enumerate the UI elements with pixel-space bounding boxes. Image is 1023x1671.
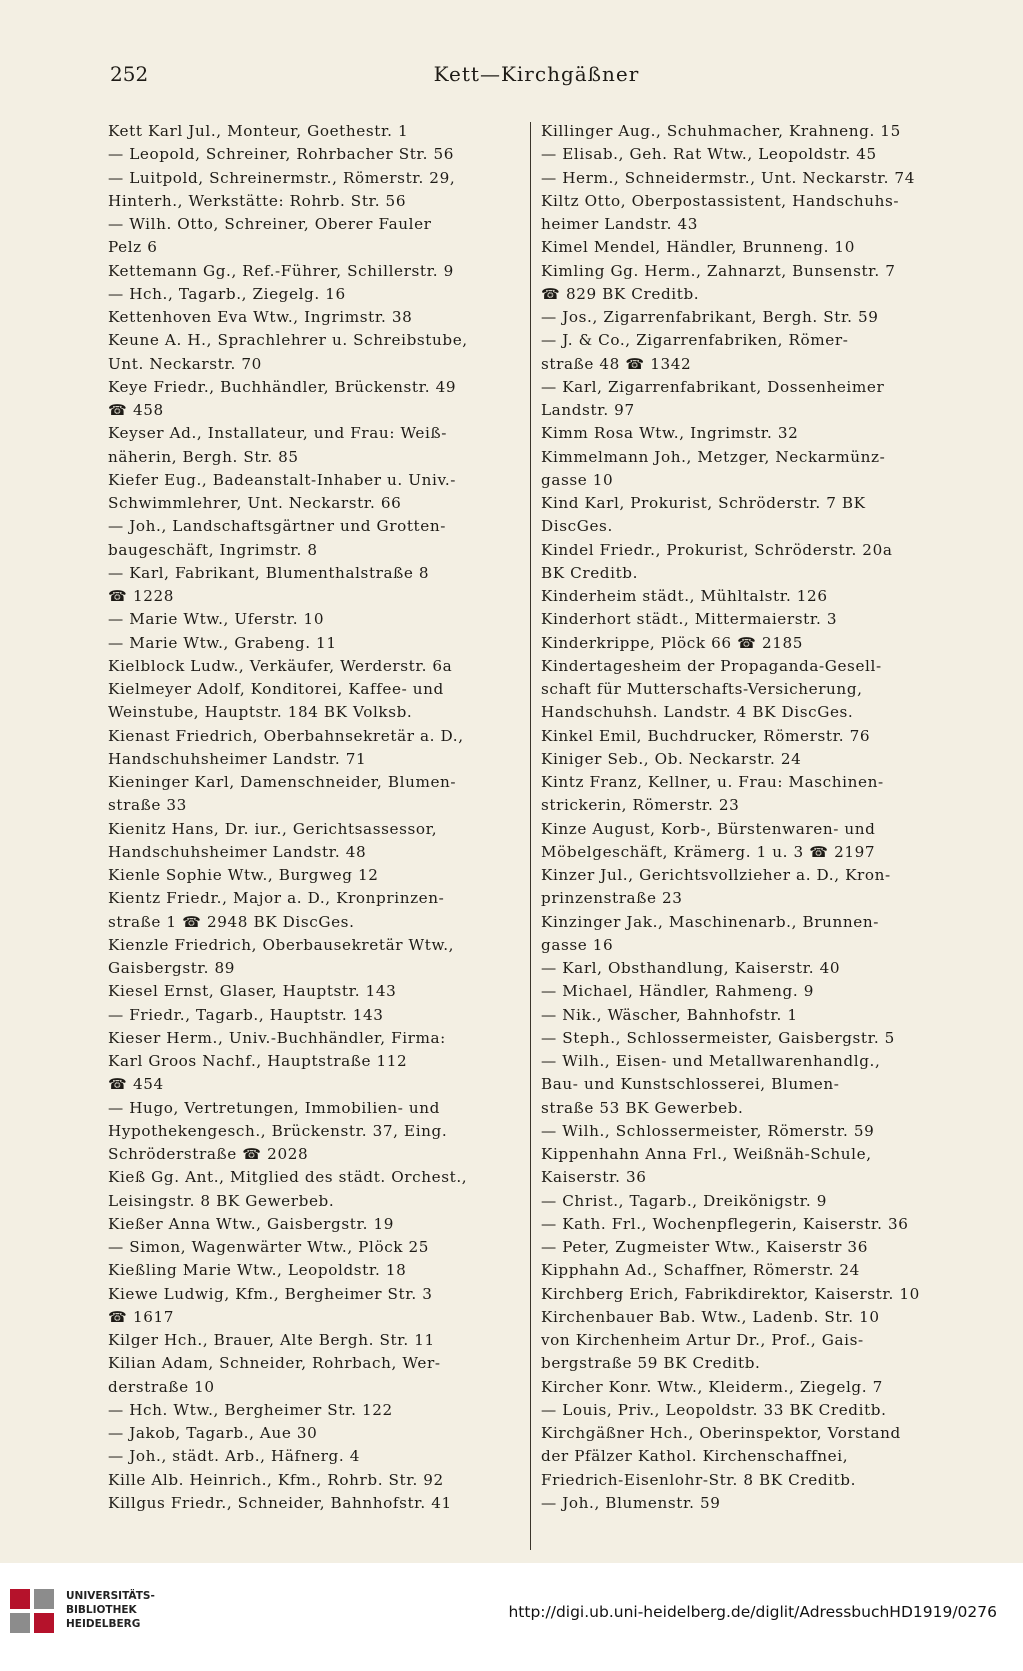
directory-entry-line: Killgus Friedr., Schneider, Bahnhofstr. 41 xyxy=(108,1493,452,1512)
directory-entry-line: Kirchenbauer Bab. Wtw., Ladenb. Str. 10 xyxy=(541,1307,880,1326)
directory-entry-line: — Karl, Obsthandlung, Kaiserstr. 40 xyxy=(541,959,841,977)
directory-entry-line: Killinger Aug., Schuhmacher, Krahneng. 15 xyxy=(541,122,901,140)
directory-entry-line: Kirchgäßner Hch., Oberinspektor, Vorstand xyxy=(541,1424,901,1442)
directory-entry-line: Kimm Rosa Wtw., Ingrimstr. 32 xyxy=(541,424,799,443)
directory-entry-line: DiscGes. xyxy=(541,517,613,536)
directory-entry-line: Pelz 6 xyxy=(108,238,158,257)
directory-entry-line: Landstr. 97 xyxy=(541,401,635,419)
directory-entry-line: Kinzinger Jak., Maschinenarb., Brunnen- xyxy=(541,912,879,931)
directory-entry-line: Kettemann Gg., Ref.-Führer, Schillerstr. 9 xyxy=(108,261,454,280)
directory-entry-line: Kimel Mendel, Händler, Brunneng. 10 xyxy=(541,238,855,257)
directory-entry-line: baugeschäft, Ingrimstr. 8 xyxy=(108,540,318,559)
directory-entry-line: — Leopold, Schreiner, Rohrbacher Str. 56 xyxy=(108,145,454,164)
directory-entry-line: Kimling Gg. Herm., Zahnarzt, Bunsenstr. 7 xyxy=(541,261,896,280)
column-divider xyxy=(530,122,531,1550)
directory-entry-line: derstraße 10 xyxy=(108,1377,215,1396)
directory-entry-line: — Elisab., Geh. Rat Wtw., Leopoldstr. 45 xyxy=(541,145,877,164)
directory-entry-line: — Hch., Tagarb., Ziegelg. 16 xyxy=(108,284,346,303)
directory-entry-line: — Marie Wtw., Grabeng. 11 xyxy=(108,633,337,652)
directory-entry-line: Möbelgeschäft, Krämerg. 1 u. 3 ☎ 2197 xyxy=(541,842,876,861)
directory-entry-line: — Friedr., Tagarb., Hauptstr. 143 xyxy=(108,1005,384,1024)
directory-entry-line: ☎ 829 BK Creditb. xyxy=(541,284,700,303)
directory-entry-line: Weinstube, Hauptstr. 184 BK Volksb. xyxy=(108,703,413,722)
directory-entry-line: Kienast Friedrich, Oberbahnsekretär a. D., xyxy=(108,726,464,745)
directory-entry-line: Kirchberg Erich, Fabrikdirektor, Kaiserstr. 10 xyxy=(541,1284,920,1303)
directory-entry-line: — Marie Wtw., Uferstr. 10 xyxy=(108,610,325,629)
directory-entry-line: bergstraße 59 BK Creditb. xyxy=(541,1354,761,1373)
directory-entry-line: strickerin, Römerstr. 23 xyxy=(541,796,740,815)
directory-entry-line: — Michael, Händler, Rahmeng. 9 xyxy=(541,982,814,1001)
directory-entry-line: — Louis, Priv., Leopoldstr. 33 BK Creditb. xyxy=(541,1400,887,1419)
directory-entry-line: Handschuhsheimer Landstr. 48 xyxy=(108,842,367,861)
directory-entry-line: Kippenhahn Anna Frl., Weißnäh-Schule, xyxy=(541,1145,872,1163)
directory-entry-line: ☎ 1617 xyxy=(108,1307,174,1326)
directory-entry-line: Unt. Neckarstr. 70 xyxy=(108,354,262,373)
directory-entry-line: Kettenhoven Eva Wtw., Ingrimstr. 38 xyxy=(108,308,413,326)
directory-entry-line: schaft für Mutterschafts-Versicherung, xyxy=(541,680,863,698)
directory-entry-line: — Simon, Wagenwärter Wtw., Plöck 25 xyxy=(108,1238,430,1256)
directory-entry-line: Kipphahn Ad., Schaffner, Römerstr. 24 xyxy=(541,1261,860,1280)
page-header xyxy=(110,56,963,92)
directory-entry-line: Kießer Anna Wtw., Gaisbergstr. 19 xyxy=(108,1214,395,1233)
directory-entry-line: Kienle Sophie Wtw., Burgweg 12 xyxy=(108,866,379,884)
directory-entry-line: Kinze August, Korb-, Bürstenwaren- und xyxy=(541,819,876,838)
directory-entry-line: straße 48 ☎ 1342 xyxy=(541,354,692,373)
directory-entry-line: Kiesel Ernst, Glaser, Hauptstr. 143 xyxy=(108,982,397,1001)
directory-entry-line: Schwimmlehrer, Unt. Neckarstr. 66 xyxy=(108,494,402,512)
directory-entry-line: — Hch. Wtw., Bergheimer Str. 122 xyxy=(108,1400,393,1419)
directory-entry-line: — Luitpold, Schreinermstr., Römerstr. 29, xyxy=(108,168,456,187)
directory-entry-line: Keune A. H., Sprachlehrer u. Schreibstube, xyxy=(108,331,468,350)
directory-entry-line: — Karl, Zigarrenfabrikant, Dossenheimer xyxy=(541,377,885,396)
directory-entry-line: prinzenstraße 23 xyxy=(541,889,683,908)
directory-entry-line: Hypothekengesch., Brückenstr. 37, Eing. xyxy=(108,1121,448,1140)
directory-entry-line: straße 53 BK Gewerbeb. xyxy=(541,1098,744,1117)
running-head: Kett—Kirchgäßner xyxy=(433,62,640,86)
directory-entry-line: Handschuhsheimer Landstr. 71 xyxy=(108,749,367,768)
directory-entry-line: — Steph., Schlossermeister, Gaisbergstr. 5 xyxy=(541,1028,895,1047)
directory-entry-line: Kircher Konr. Wtw., Kleiderm., Ziegelg. 7 xyxy=(541,1377,883,1396)
library-name-line-3: HEIDELBERG xyxy=(66,1618,141,1630)
source-url-link[interactable]: http://digi.ub.uni-heidelberg.de/diglit/AdressbuchHD1919/0276 xyxy=(508,1603,997,1621)
library-name-line-1: UNIVERSITÄTS- xyxy=(66,1590,155,1602)
directory-entry-line: der Pfälzer Kathol. Kirchenschaffnei, xyxy=(541,1447,849,1466)
directory-entry-line: — Jos., Zigarrenfabrikant, Bergh. Str. 59 xyxy=(541,308,879,326)
directory-entry-line: — Karl, Fabrikant, Blumenthalstraße 8 xyxy=(108,563,430,582)
directory-entry-line: — Kath. Frl., Wochenpflegerin, Kaiserstr. 36 xyxy=(541,1214,909,1233)
directory-entry-line: straße 33 xyxy=(108,796,187,815)
right-column xyxy=(541,120,954,1550)
directory-entry-line: Kindertagesheim der Propaganda-Gesell- xyxy=(541,656,882,675)
directory-entry-line: Kilian Adam, Schneider, Rohrbach, Wer- xyxy=(108,1354,441,1373)
directory-entry-line: Kinzer Jul., Gerichtsvollzieher a. D., Kron- xyxy=(541,866,891,884)
directory-entry-line: Keyser Ad., Installateur, und Frau: Weiß- xyxy=(108,424,447,443)
directory-entry-line: näherin, Bergh. Str. 85 xyxy=(108,447,299,466)
directory-entry-line: — Wilh., Schlossermeister, Römerstr. 59 xyxy=(541,1121,875,1140)
directory-entry-line: gasse 16 xyxy=(541,935,614,954)
directory-entry-line: Kientz Friedr., Major a. D., Kronprinzen- xyxy=(108,889,445,908)
directory-entry-line: Kinderheim städt., Mühltalstr. 126 xyxy=(541,587,828,605)
directory-entry-line: — Jakob, Tagarb., Aue 30 xyxy=(108,1424,318,1442)
directory-entry-line: Kieninger Karl, Damenschneider, Blumen- xyxy=(108,773,457,791)
footer-bar xyxy=(0,1563,1023,1671)
directory-entry-line: Kienzle Friedrich, Oberbausekretär Wtw., xyxy=(108,935,455,954)
directory-entry-line: Kienitz Hans, Dr. iur., Gerichtsassessor, xyxy=(108,819,438,838)
directory-entry-line: Kiltz Otto, Oberpostassistent, Handschuhs- xyxy=(541,191,900,210)
directory-entry-line: Kießling Marie Wtw., Leopoldstr. 18 xyxy=(108,1261,407,1280)
directory-entry-line: Kinderhort städt., Mittermaierstr. 3 xyxy=(541,610,838,629)
directory-entry-line: Gaisbergstr. 89 xyxy=(108,959,235,977)
library-name-line-2: BIBLIOTHEK xyxy=(66,1604,137,1616)
directory-entry-line: BK Creditb. xyxy=(541,563,639,582)
directory-entry-line: — Joh., Blumenstr. 59 xyxy=(541,1493,721,1512)
directory-entry-line: Kilger Hch., Brauer, Alte Bergh. Str. 11 xyxy=(108,1331,435,1349)
directory-entry-line: Kinderkrippe, Plöck 66 ☎ 2185 xyxy=(541,633,804,652)
left-column xyxy=(108,120,521,1550)
directory-entry-line: Handschuhsh. Landstr. 4 BK DiscGes. xyxy=(541,703,854,722)
directory-entry-line: — Christ., Tagarb., Dreikönigstr. 9 xyxy=(541,1191,827,1210)
directory-entry-line: Karl Groos Nachf., Hauptstraße 112 xyxy=(108,1052,408,1070)
directory-entry-line: Kielblock Ludw., Verkäufer, Werderstr. 6a xyxy=(108,656,453,675)
directory-entry-line: Kinkel Emil, Buchdrucker, Römerstr. 76 xyxy=(541,726,871,745)
directory-entry-line: — Peter, Zugmeister Wtw., Kaiserstr 36 xyxy=(541,1238,868,1256)
directory-entry-line: — J. & Co., Zigarrenfabriken, Römer- xyxy=(541,331,849,350)
directory-entry-line: Kett Karl Jul., Monteur, Goethestr. 1 xyxy=(108,122,409,140)
directory-entry-line: — Wilh., Eisen- und Metallwarenhandlg., xyxy=(541,1052,881,1070)
directory-entry-line: Kiefer Eug., Badeanstalt-Inhaber u. Univ.- xyxy=(108,470,456,489)
directory-entry-line: Friedrich-Eisenlohr-Str. 8 BK Creditb. xyxy=(541,1470,857,1489)
directory-entry-line: ☎ 458 xyxy=(108,401,164,419)
page-number: 252 xyxy=(110,62,149,86)
directory-entry-line: straße 1 ☎ 2948 BK DiscGes. xyxy=(108,912,355,931)
directory-entry-line: Leisingstr. 8 BK Gewerbeb. xyxy=(108,1191,335,1210)
directory-entry-line: — Hugo, Vertretungen, Immobilien- und xyxy=(108,1098,440,1117)
directory-entry-line: Bau- und Kunstschlosserei, Blumen- xyxy=(541,1075,840,1094)
directory-entry-line: heimer Landstr. 43 xyxy=(541,215,699,233)
directory-entry-line: — Herm., Schneidermstr., Unt. Neckarstr. 74 xyxy=(541,168,915,187)
directory-entry-line: Kieser Herm., Univ.-Buchhändler, Firma: xyxy=(108,1028,446,1047)
directory-entry-line: ☎ 1228 xyxy=(108,587,174,605)
directory-entry-line: Kind Karl, Prokurist, Schröderstr. 7 BK xyxy=(541,494,866,512)
university-library-logo-icon xyxy=(8,1585,58,1637)
library-name xyxy=(66,1589,155,1631)
directory-entry-line: Kiniger Seb., Ob. Neckarstr. 24 xyxy=(541,749,802,768)
directory-entry-line: Kielmeyer Adolf, Konditorei, Kaffee- und xyxy=(108,680,444,698)
directory-entry-line: Kaiserstr. 36 xyxy=(541,1168,647,1187)
directory-entry-line: ☎ 454 xyxy=(108,1075,164,1094)
directory-entry-line: — Nik., Wäscher, Bahnhofstr. 1 xyxy=(541,1005,798,1024)
directory-entry-line: Schröderstraße ☎ 2028 xyxy=(108,1145,309,1163)
directory-entry-line: Kille Alb. Heinrich., Kfm., Rohrb. Str. 92 xyxy=(108,1470,444,1489)
directory-entry-line: Keye Friedr., Buchhändler, Brückenstr. 49 xyxy=(108,377,457,396)
directory-entry-line: — Joh., Landschaftsgärtner und Grotten- xyxy=(108,517,446,536)
directory-entry-line: Kindel Friedr., Prokurist, Schröderstr. 20a xyxy=(541,540,893,559)
directory-entry-line: Kiewe Ludwig, Kfm., Bergheimer Str. 3 xyxy=(108,1284,433,1303)
directory-entry-line: Kimmelmann Joh., Metzger, Neckarmünz- xyxy=(541,447,886,466)
directory-entry-line: — Joh., städt. Arb., Häfnerg. 4 xyxy=(108,1447,360,1466)
directory-entry-line: Kintz Franz, Kellner, u. Frau: Maschinen- xyxy=(541,773,884,791)
directory-entry-line: gasse 10 xyxy=(541,470,614,489)
directory-entry-line: Kieß Gg. Ant., Mitglied des städt. Orchest., xyxy=(108,1168,468,1187)
directory-entry-line: Hinterh., Werkstätte: Rohrb. Str. 56 xyxy=(108,191,407,210)
directory-entry-line: — Wilh. Otto, Schreiner, Oberer Fauler xyxy=(108,215,432,233)
directory-entry-line: von Kirchenheim Artur Dr., Prof., Gais- xyxy=(541,1331,864,1349)
